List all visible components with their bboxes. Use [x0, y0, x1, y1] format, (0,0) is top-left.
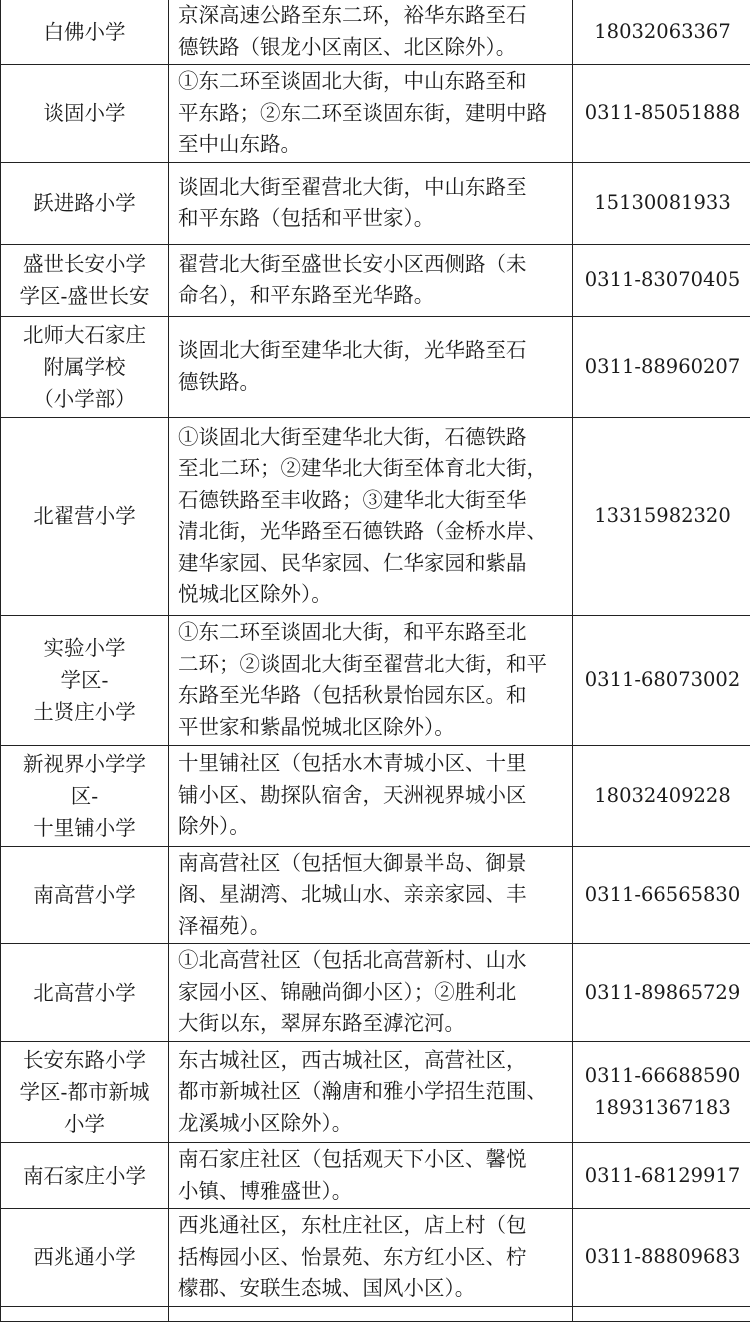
school-cell [1, 1209, 169, 1307]
school-cell [1, 316, 169, 417]
range-line: 二环；②谈固北大街至翟营北大街，和平 [178, 649, 568, 681]
partial-cell [573, 1306, 750, 1321]
school-line: 学区-都市新城 [5, 1076, 164, 1108]
phone-line: 13315982320 [575, 500, 750, 532]
range-cell [169, 745, 573, 846]
range-cell [169, 846, 573, 944]
range-cell [169, 615, 573, 745]
phone-line: 15130081933 [575, 187, 750, 219]
school-cell [1, 1042, 169, 1143]
table-row [1, 162, 750, 244]
school-cell [1, 1143, 169, 1209]
partial-cell [1, 1306, 169, 1321]
range-line: 悦城北区除外）。 [178, 579, 568, 611]
range-line: ①东二环至谈固北大街，和平东路至北 [178, 617, 568, 649]
range-line: 龙溪城小区除外）。 [178, 1108, 568, 1140]
school-line: 区- [5, 780, 164, 812]
range-line: 命名），和平东路至光华路。 [178, 280, 568, 312]
range-line: 大街以东，翠屏东路至滹沱河。 [178, 1008, 568, 1040]
phone-line: 18032063367 [575, 16, 750, 48]
phone-line: 18931367183 [575, 1092, 750, 1124]
school-cell [1, 745, 169, 846]
range-line: 泽福苑）。 [178, 911, 568, 943]
range-line: 十里铺社区（包括水木青城小区、十里 [178, 748, 568, 780]
school-line: 谈固小学 [5, 97, 164, 129]
range-line: 清北街，光华路至石德铁路（金桥水岸、 [178, 516, 568, 548]
table-row [1, 745, 750, 846]
school-cell [1, 162, 169, 244]
range-line: 石德铁路至丰收路；③建华北大街至华 [178, 485, 568, 517]
range-line: 建华家园、民华家园、仁华家园和紫晶 [178, 548, 568, 580]
school-line: 附属学校 [5, 351, 164, 383]
range-line: 至中山东路。 [178, 129, 568, 161]
range-line: 除外）。 [178, 811, 568, 843]
school-line: 白佛小学 [5, 16, 164, 48]
range-cell [169, 162, 573, 244]
range-line: 小镇、博雅盛世）。 [178, 1176, 568, 1208]
school-line: 新视界小学学 [5, 748, 164, 780]
phone-line: 0311-66688590 [575, 1060, 750, 1092]
range-line: 德铁路（银龙小区南区、北区除外）。 [178, 32, 568, 64]
range-line: 都市新城社区（瀚唐和雅小学招生范围、 [178, 1076, 568, 1108]
school-line: （小学部） [5, 383, 164, 415]
range-cell [169, 244, 573, 316]
range-cell [169, 944, 573, 1042]
range-line: 至北二环；②建华北大街至体育北大街， [178, 453, 568, 485]
phone-cell [573, 1042, 750, 1143]
range-line: 翟营北大街至盛世长安小区西侧路（未 [178, 249, 568, 281]
school-line: 北师大石家庄 [5, 319, 164, 351]
school-line: 学区- [5, 664, 164, 696]
phone-line: 0311-89865729 [575, 977, 750, 1009]
school-cell [1, 615, 169, 745]
phone-cell [573, 615, 750, 745]
range-cell [169, 417, 573, 615]
table-row [1, 846, 750, 944]
range-line: ①北高营社区（包括北高营新村、山水 [178, 945, 568, 977]
phone-cell [573, 1209, 750, 1307]
school-line: 土贤庄小学 [5, 696, 164, 728]
table-row [1, 1209, 750, 1307]
range-line: 阁、星湖湾、北城山水、亲亲家园、丰 [178, 879, 568, 911]
table-row [1, 615, 750, 745]
range-line: 谈固北大街至翟营北大街，中山东路至 [178, 172, 568, 204]
school-cell [1, 417, 169, 615]
table-row [1, 0, 750, 65]
range-line: 德铁路。 [178, 367, 568, 399]
table-row [1, 417, 750, 615]
range-line: 东路至光华路（包括秋景怡园东区。和 [178, 680, 568, 712]
phone-cell [573, 244, 750, 316]
range-line: 平东路；②东二环至谈固东街，建明中路 [178, 98, 568, 130]
table-row [1, 944, 750, 1042]
range-line: 东古城社区，西古城社区，高营社区， [178, 1045, 568, 1077]
phone-cell [573, 65, 750, 163]
range-cell [169, 1209, 573, 1307]
table-row [1, 316, 750, 417]
range-cell [169, 0, 573, 65]
school-line: 北翟营小学 [5, 500, 164, 532]
school-line: 南石家庄小学 [5, 1160, 164, 1192]
school-line: 长安东路小学 [5, 1044, 164, 1076]
phone-cell [573, 944, 750, 1042]
table-row [1, 1143, 750, 1209]
range-line: 南石家庄社区（包括观天下小区、馨悦 [178, 1144, 568, 1176]
range-line: 檬郡、安联生态城、国风小区）。 [178, 1273, 568, 1305]
range-cell [169, 316, 573, 417]
phone-cell [573, 846, 750, 944]
table-row [1, 1042, 750, 1143]
school-cell [1, 846, 169, 944]
phone-line: 0311-68073002 [575, 664, 750, 696]
table-body [1, 0, 750, 1321]
range-line: 平世家和紫晶悦城北区除外）。 [178, 712, 568, 744]
phone-line: 0311-83070405 [575, 264, 750, 296]
range-cell [169, 1042, 573, 1143]
range-line: 铺小区、勘探队宿舍，天洲视界城小区 [178, 780, 568, 812]
table-row [1, 65, 750, 163]
school-line: 小学 [5, 1108, 164, 1140]
phone-cell [573, 417, 750, 615]
school-line: 西兆通小学 [5, 1241, 164, 1273]
phone-cell [573, 0, 750, 65]
range-line: ①谈固北大街至建华北大街，石德铁路 [178, 422, 568, 454]
phone-line: 0311-88809683 [575, 1241, 750, 1273]
phone-line: 0311-85051888 [575, 97, 750, 129]
range-cell [169, 65, 573, 163]
range-line: 和平东路（包括和平世家）。 [178, 203, 568, 235]
school-line: 南高营小学 [5, 879, 164, 911]
range-cell [169, 1143, 573, 1209]
range-line: 家园小区、锦融尚御小区）；②胜利北 [178, 977, 568, 1009]
phone-line: 0311-68129917 [575, 1160, 750, 1192]
phone-line: 0311-66565830 [575, 879, 750, 911]
phone-cell [573, 1143, 750, 1209]
phone-cell [573, 745, 750, 846]
range-line: ①东二环至谈固北大街，中山东路至和 [178, 66, 568, 98]
school-line: 实验小学 [5, 632, 164, 664]
school-line: 学区-盛世长安 [5, 280, 164, 312]
table-row-partial [1, 1306, 750, 1321]
range-line: 西兆通社区，东杜庄社区，店上村（包 [178, 1210, 568, 1242]
school-line: 十里铺小学 [5, 812, 164, 844]
range-line: 京深高速公路至东二环，裕华东路至石 [178, 0, 568, 32]
range-line: 南高营社区（包括恒大御景半岛、御景 [178, 848, 568, 880]
phone-line: 0311-88960207 [575, 351, 750, 383]
range-line: 括梅园小区、怡景苑、东方红小区、柠 [178, 1242, 568, 1274]
phone-cell [573, 162, 750, 244]
phone-cell [573, 316, 750, 417]
school-cell [1, 0, 169, 65]
range-line: 谈固北大街至建华北大街，光华路至石 [178, 335, 568, 367]
school-cell [1, 244, 169, 316]
partial-cell [169, 1306, 573, 1321]
table-row [1, 244, 750, 316]
school-line: 跃进路小学 [5, 187, 164, 219]
phone-line: 18032409228 [575, 780, 750, 812]
school-cell [1, 65, 169, 163]
school-line: 北高营小学 [5, 977, 164, 1009]
school-line: 盛世长安小学 [5, 248, 164, 280]
school-cell [1, 944, 169, 1042]
